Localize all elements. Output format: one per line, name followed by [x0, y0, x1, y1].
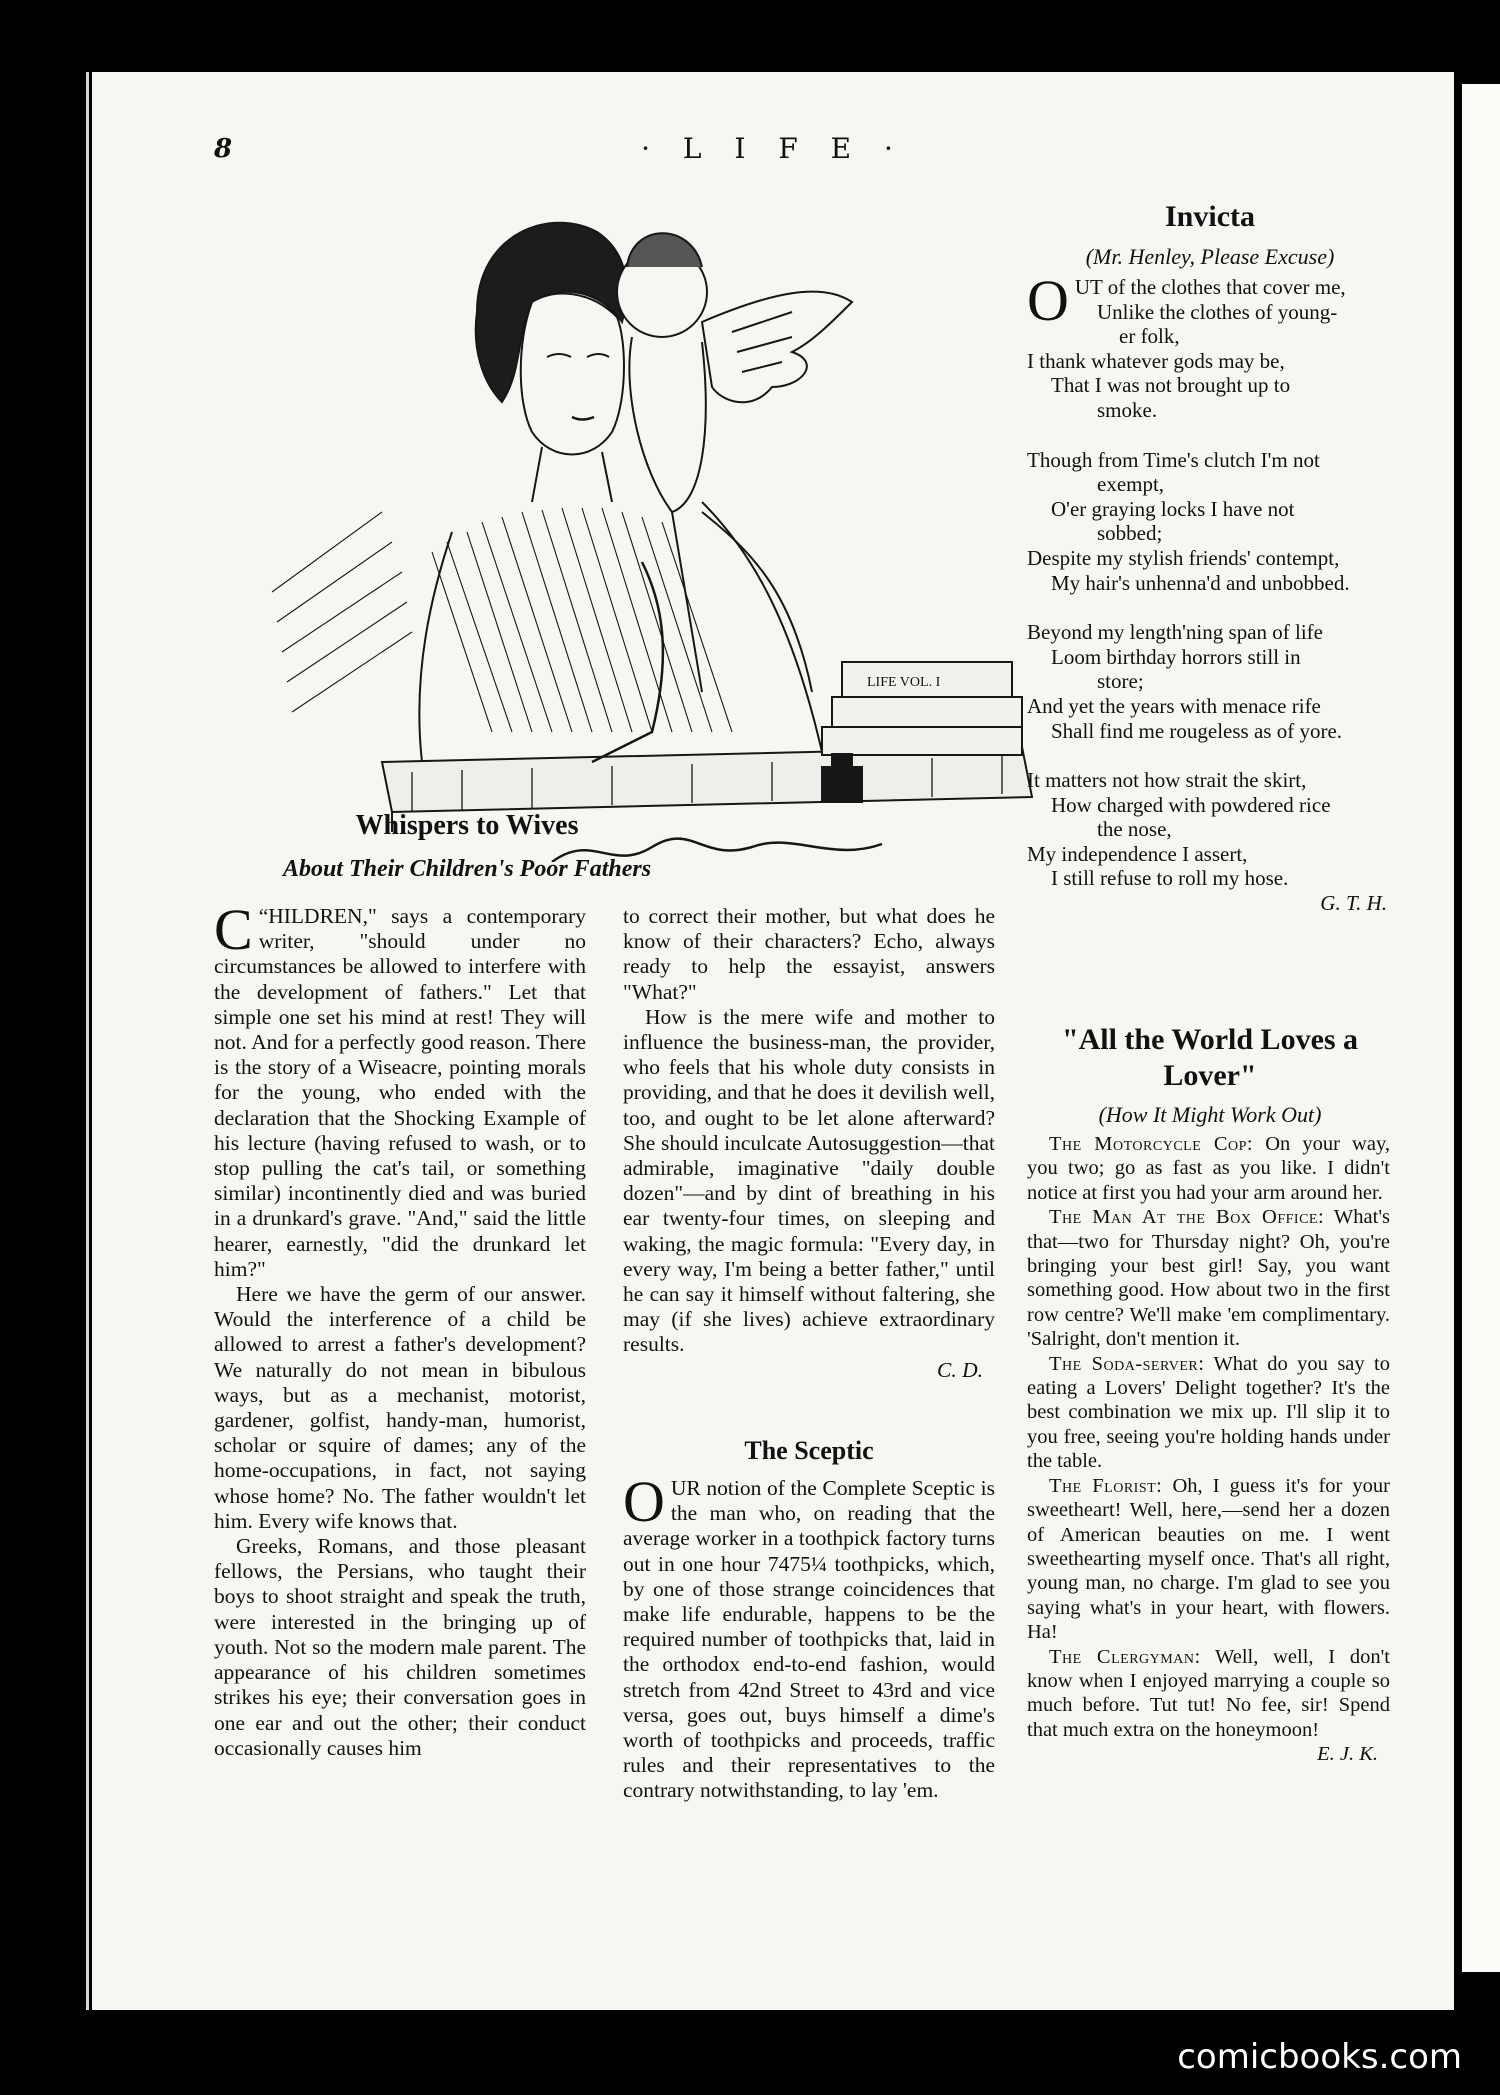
invicta-signature: G. T. H. — [1320, 891, 1387, 916]
article-title-world: "All the World Loves a Lover" — [1061, 1023, 1359, 1092]
masthead: · L I F E · — [641, 132, 905, 165]
article-title-whispers: Whispers to Wives — [355, 810, 579, 841]
next-page-edge — [1462, 84, 1500, 1972]
poem-subtitle-invicta: (Mr. Henley, Please Excuse) — [1085, 244, 1335, 269]
world-paragraph-4: The Florist: Oh, I guess it's for your sweetheart! Well, here,—send her a dozen of American beauties on me. I went sweethearting myself once. That's all right, young man, no charge. I'm glad to see you saying what's in your heart, with flowers. Ha! — [1027, 1474, 1391, 1644]
article-title-sceptic: The Sceptic — [744, 1436, 874, 1465]
whispers-column-1 — [214, 897, 586, 1761]
magazine-page — [92, 72, 1454, 2010]
book-spine-label: LIFE VOL. I — [867, 675, 941, 690]
drop-cap: C — [214, 897, 253, 962]
world-text — [1027, 1132, 1390, 1767]
whispers-paragraph-1: “ C HILDREN," says a contemporary writer, "should under no circumstances be allowed to interfere with the development of fathers." Let that simple one set his mind at rest! They will not. And for a perfectly good reason. There is the story of a Wiseacre, pointing morals for the young, who ended with the declaration that the Shocking Example of his lecture (having refused to wash, or to stop pulling the cat's tail, or something similar) incontinently died and was buried in a drunkard's grave. "And," said the little hearer, earnestly, "did the drunkard let him?" — [214, 897, 586, 1281]
poem-title-invicta: Invicta — [1165, 200, 1255, 233]
drop-cap: O — [623, 1469, 665, 1534]
whispers-paragraph-3: Greeks, Romans, and those pleasant fellows, the Persians, who taught their boys to shoot straight and speak the truth, were interested in the bringing up of youth. Not so the modern male parent. The appearance of his children sometimes strikes his eye; their conversation goes in one ear and out the other; their conduct occasionally causes him — [214, 1534, 586, 1760]
world-paragraph-1: The Motorcycle Cop: On your way, you two; go as fast as you like. I didn't notice at first you had your arm around her. — [1027, 1133, 1391, 1204]
drop-cap: O — [1027, 268, 1069, 333]
world-signature: E. J. K. — [1317, 1743, 1378, 1766]
world-paragraph-5: The Clergyman: Well, well, I don't know when I enjoyed marrying a couple so much before. Tut tut! No fee, sir! Spend that much extra on the honeymoon! — [1027, 1645, 1390, 1741]
whispers-paragraph-2: Here we have the germ of our answer. Would the interference of a child be allowed to arrest a father's development? We naturally do not mean in bibulous ways, but as a mechanist, motorist, gardener, golfist, handy-man, humorist, scholar or squire of dames; any of the home-occupations, in fact, not saying whose home? No. The father wouldn't let him. Every wife knows that. — [214, 1282, 586, 1533]
page-number: 8 — [214, 134, 233, 164]
watermark: comicbooks.com — [1177, 2037, 1462, 2077]
whispers-signature: C. D. — [937, 1357, 983, 1382]
illustration-woman-cupid — [232, 172, 1072, 862]
sceptic-text: OUR notion of the Complete Sceptic is the man who, on reading that the average worker in a toothpick factory turns out in one hour 7475¼ toothpicks, which, by one of those strange coincidences that make life endurable, happens to be the required number of toothpicks that, laid in the orthodox end-to-end fashion, would stretch from 42nd Street to 43rd and vice versa, goes out, buys himself a dime's worth of toothpicks and proceeds, traffic rules and their representatives to the contrary notwithstanding, to lay 'em. — [623, 1469, 995, 1803]
world-paragraph-2: The Man At the Box Office: What's that—two for Thursday night? Oh, you're bringing your best girl! Say, you want something good. How about two in the first row centre? We'll make 'em complimentary. 'Salright, don't mention it. — [1027, 1206, 1390, 1351]
whispers-paragraph-5: How is the mere wife and mother to influence the business-man, the provider, who feels that his whole duty consists in providing, and that he does it devilish well, too, and ought to be let alone afterward? She should inculcate Autosuggestion—that admirable, imaginative "daily double dozen"—and by dint of breathing in his ear twenty-four times, on sleeping and waking, the magic formula: "Every day, in every way, I'm being a better father," until he can say it himself without faltering, she may (if she lives) achieve extraordinary results. — [623, 1004, 996, 1357]
article-subtitle-world: (How It Might Work Out) — [1098, 1102, 1322, 1127]
poem-invicta: OUT of the clothes that cover me, Unlike the clothes of young- er folk, I thank whatever gods may be, That I was not brought up to smoke. Though from Time's clutch I'm not exempt, O'er graying locks I have not sobbed; Despite my stylish friends' contempt, My hair's unhenna'd and unbobbed. Beyond my length'ning span of life Loom birthday horrors still in store; And yet the years with menace rife Shall find me rougeless as of yore. It matters not how strait the skirt, How charged with powdered rice the nose, My independence I assert, I still refuse to roll my hose. G. T. H. — [1027, 275, 1407, 916]
whispers-paragraph-4: to correct their mother, but what does he know of their characters? Echo, always ready to help the essayist, answers "What?" — [623, 904, 995, 1004]
page-edge-line — [86, 72, 89, 2010]
article-subtitle-whispers: About Their Children's Poor Fathers — [282, 856, 652, 882]
world-paragraph-3: The Soda-server: What do you say to eating a Lovers' Delight together? It's the best combination we mix up. I'll slip it to you free, seeing you're holding hands under the table. — [1027, 1352, 1390, 1473]
whispers-column-2 — [623, 904, 995, 1383]
